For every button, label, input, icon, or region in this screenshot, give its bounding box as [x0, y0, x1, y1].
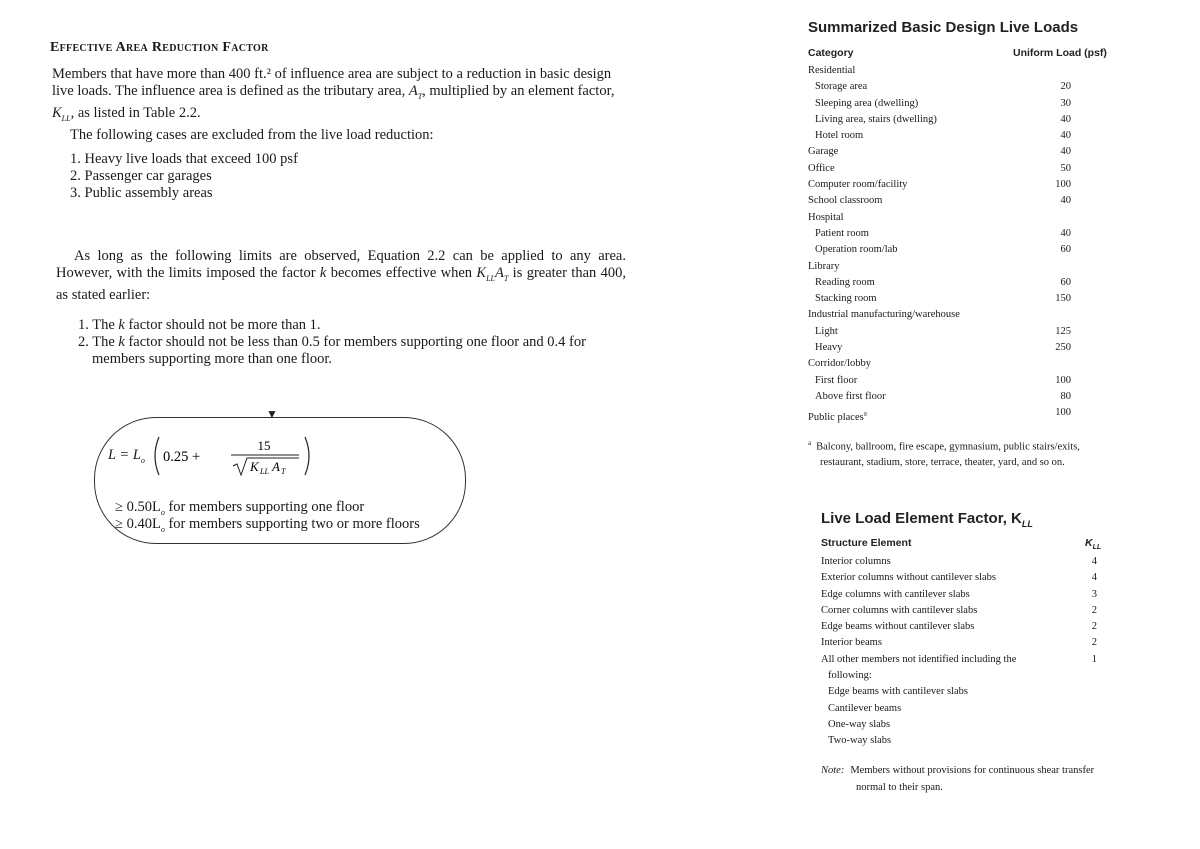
row-value: 4	[1091, 556, 1097, 567]
row-value: 40	[1060, 146, 1071, 158]
row-value: 40	[1060, 195, 1071, 207]
table2-title: Live Load Element Factor, $K_{LL}$	[821, 510, 1033, 529]
row-label: Garage	[808, 146, 839, 158]
row-value: 150	[1055, 293, 1071, 305]
row-value: 2	[1091, 637, 1097, 649]
row-value: 40	[1060, 113, 1071, 125]
row-label: Computer room/facility	[808, 179, 908, 191]
table-row	[808, 144, 1071, 160]
row-label: Interior columns	[821, 556, 891, 567]
row-value: 100	[1055, 179, 1071, 191]
row-value: 125	[1055, 325, 1071, 337]
row-label: All other members not identified including the	[821, 653, 1017, 665]
row-label: Light	[815, 325, 838, 337]
table-row	[808, 128, 1071, 144]
row-label: Industrial manufacturing/warehouse	[808, 309, 960, 321]
row-label: Cantilever beams	[828, 702, 902, 714]
table2-note: Note: Members without provisions for continuous shear transfer normal to their span.	[821, 765, 1095, 793]
row-label: Living area, stairs (dwelling)	[815, 113, 937, 125]
equation-condition-multi-floor: ≥ $0.40L_o$ for members supporting two or more floors	[115, 516, 420, 534]
table-row	[808, 161, 1071, 177]
row-label: Interior beams	[821, 637, 882, 649]
equation-constant: 0.25 +	[162, 449, 200, 465]
table-row	[808, 356, 1071, 372]
table-row	[808, 389, 1071, 405]
para1-line4: The following cases are excluded from the live load reduction:	[70, 126, 434, 143]
equation-parens	[149, 433, 315, 479]
table1-title: Summarized Basic Design Live Loads	[808, 19, 1079, 36]
equation-denom-a-sub: T	[280, 467, 285, 476]
excluded-cases-list	[70, 151, 298, 202]
table-row	[821, 554, 1097, 570]
table-row	[808, 226, 1071, 242]
table-row	[808, 177, 1071, 193]
row-label: Stacking room	[815, 293, 877, 305]
table-row-other-item	[821, 717, 1097, 733]
table-row	[808, 210, 1071, 226]
table-row	[808, 112, 1071, 128]
row-label: Hotel room	[815, 130, 864, 142]
row-label: Above first floor	[815, 390, 886, 402]
row-label: Patient room	[815, 227, 869, 239]
table-row	[808, 242, 1071, 258]
row-value: 2	[1091, 604, 1097, 616]
table1-footnote: $^a$ Balcony, ballroom, fire escape, gymnasium, public stairs/exits, restaurant, stadium, store, terrace, theater, yard, and so on.	[808, 439, 1080, 468]
list-item: 1. Heavy live loads that exceed 100 psf	[70, 151, 298, 167]
table-row-other	[821, 652, 1097, 668]
row-label: One-way slabs	[828, 718, 891, 730]
table-row	[821, 619, 1097, 635]
row-value: 40	[1060, 227, 1071, 239]
row-label: Hospital	[808, 211, 844, 223]
table-row	[808, 373, 1071, 389]
row-label: First floor	[815, 374, 858, 386]
table-row	[808, 79, 1071, 95]
table2-header-element: Structure Element	[821, 537, 912, 549]
paragraph-limits: As long as the following limits are observed, Equation 2.2 can be applied to any area. However, with the limits imposed the factor k becomes effective when $K_{LL}A_T$ is greater than 400, as stated earlier:	[56, 248, 627, 303]
row-label: Edge beams with cantilever slabs	[828, 686, 968, 698]
list-item-continuation: members supporting more than one floor.	[92, 351, 333, 367]
table1-header-category: Category	[808, 47, 854, 59]
row-label: Public places$^a$	[808, 409, 867, 423]
para1-line2: live loads. The influence area is defined as the tributary area, $A_T$, multiplied by an element factor,	[52, 83, 615, 101]
row-label: Sleeping area (dwelling)	[815, 97, 919, 109]
row-label: Heavy	[815, 342, 843, 354]
row-label: Reading room	[815, 276, 875, 288]
table-row	[821, 635, 1097, 651]
row-value: 40	[1060, 130, 1071, 142]
table2-header-k: $K_{LL}$	[1085, 537, 1102, 552]
table-row	[808, 340, 1071, 356]
paragraph-influence-area	[52, 66, 624, 144]
row-label: School classroom	[808, 195, 883, 207]
row-label: Library	[808, 260, 840, 272]
equation-formula: $L = L_o$ 0.25 + 15 K LL A T	[108, 433, 315, 479]
table-row-other-item	[821, 733, 1097, 749]
table-row	[808, 275, 1071, 291]
row-label: following:	[828, 670, 872, 682]
table-row-other-continuation	[821, 668, 1097, 684]
table-row	[808, 193, 1071, 209]
row-label: Corner columns with cantilever slabs	[821, 604, 978, 616]
table-row	[808, 63, 1071, 79]
row-label: Two-way slabs	[828, 735, 892, 747]
table-row	[808, 259, 1071, 275]
table1-body	[808, 63, 1071, 422]
row-label: Exterior columns without cantilever slabs	[821, 572, 996, 584]
table-row-other-item	[821, 684, 1097, 700]
limits-list	[78, 317, 623, 368]
row-value: 30	[1060, 97, 1071, 109]
para1-line3: $K_{LL}$, as listed in Table 2.2.	[52, 104, 201, 123]
row-value: 100	[1055, 407, 1071, 419]
table2-body	[821, 554, 1097, 750]
row-value: 50	[1060, 162, 1071, 174]
table-row	[821, 587, 1097, 603]
table-row	[808, 291, 1071, 307]
row-value: 250	[1055, 342, 1071, 354]
table-row	[808, 96, 1071, 112]
section-heading: Effective Area Reduction Factor	[50, 40, 269, 55]
row-label: Operation room/lab	[815, 244, 898, 256]
row-value: 1	[1091, 653, 1097, 665]
row-value: 2	[1091, 621, 1097, 633]
equation-denom-k: K	[249, 459, 259, 474]
equation-denom-k-sub: LL	[259, 467, 269, 476]
table-row	[808, 324, 1071, 340]
table-row	[808, 405, 1071, 421]
row-value: 3	[1091, 588, 1097, 600]
row-value: 4	[1091, 572, 1097, 584]
list-item: 2. The k factor should not be less than 0.5 for members supporting one floor and 0.4 for	[78, 334, 586, 350]
table-row	[821, 570, 1097, 586]
equation-numerator: 15	[257, 438, 271, 453]
row-label: Office	[808, 162, 835, 174]
row-label: Edge beams without cantilever slabs	[821, 621, 975, 633]
row-value: 60	[1060, 244, 1071, 256]
list-item: 2. Passenger car garages	[70, 168, 212, 184]
para1-line1: Members that have more than 400 ft.² of influence area are subject to a reduction in basic design	[52, 66, 612, 82]
list-item: 3. Public assembly areas	[70, 185, 213, 201]
equation-condition-one-floor: ≥ $0.50L_o$ for members supporting one floor	[115, 499, 365, 517]
equation-denom-a: A	[271, 459, 280, 474]
row-label: Storage area	[815, 81, 868, 93]
list-item: 1. The k factor should not be more than 1.	[78, 317, 321, 333]
table-row-other-item	[821, 701, 1097, 717]
row-value: 60	[1060, 276, 1071, 288]
row-value: 20	[1060, 81, 1071, 93]
row-label: Edge columns with cantilever slabs	[821, 588, 970, 600]
table-row	[808, 307, 1071, 323]
row-label: Corridor/lobby	[808, 358, 871, 370]
row-value: 80	[1060, 390, 1071, 402]
equation-marker: ▼	[266, 407, 278, 421]
row-value: 100	[1055, 374, 1071, 386]
table1-header-load: Uniform Load (psf)	[1013, 47, 1107, 59]
row-label: Residential	[808, 65, 856, 76]
table-row	[821, 603, 1097, 619]
footnote-marker: a	[863, 409, 867, 418]
